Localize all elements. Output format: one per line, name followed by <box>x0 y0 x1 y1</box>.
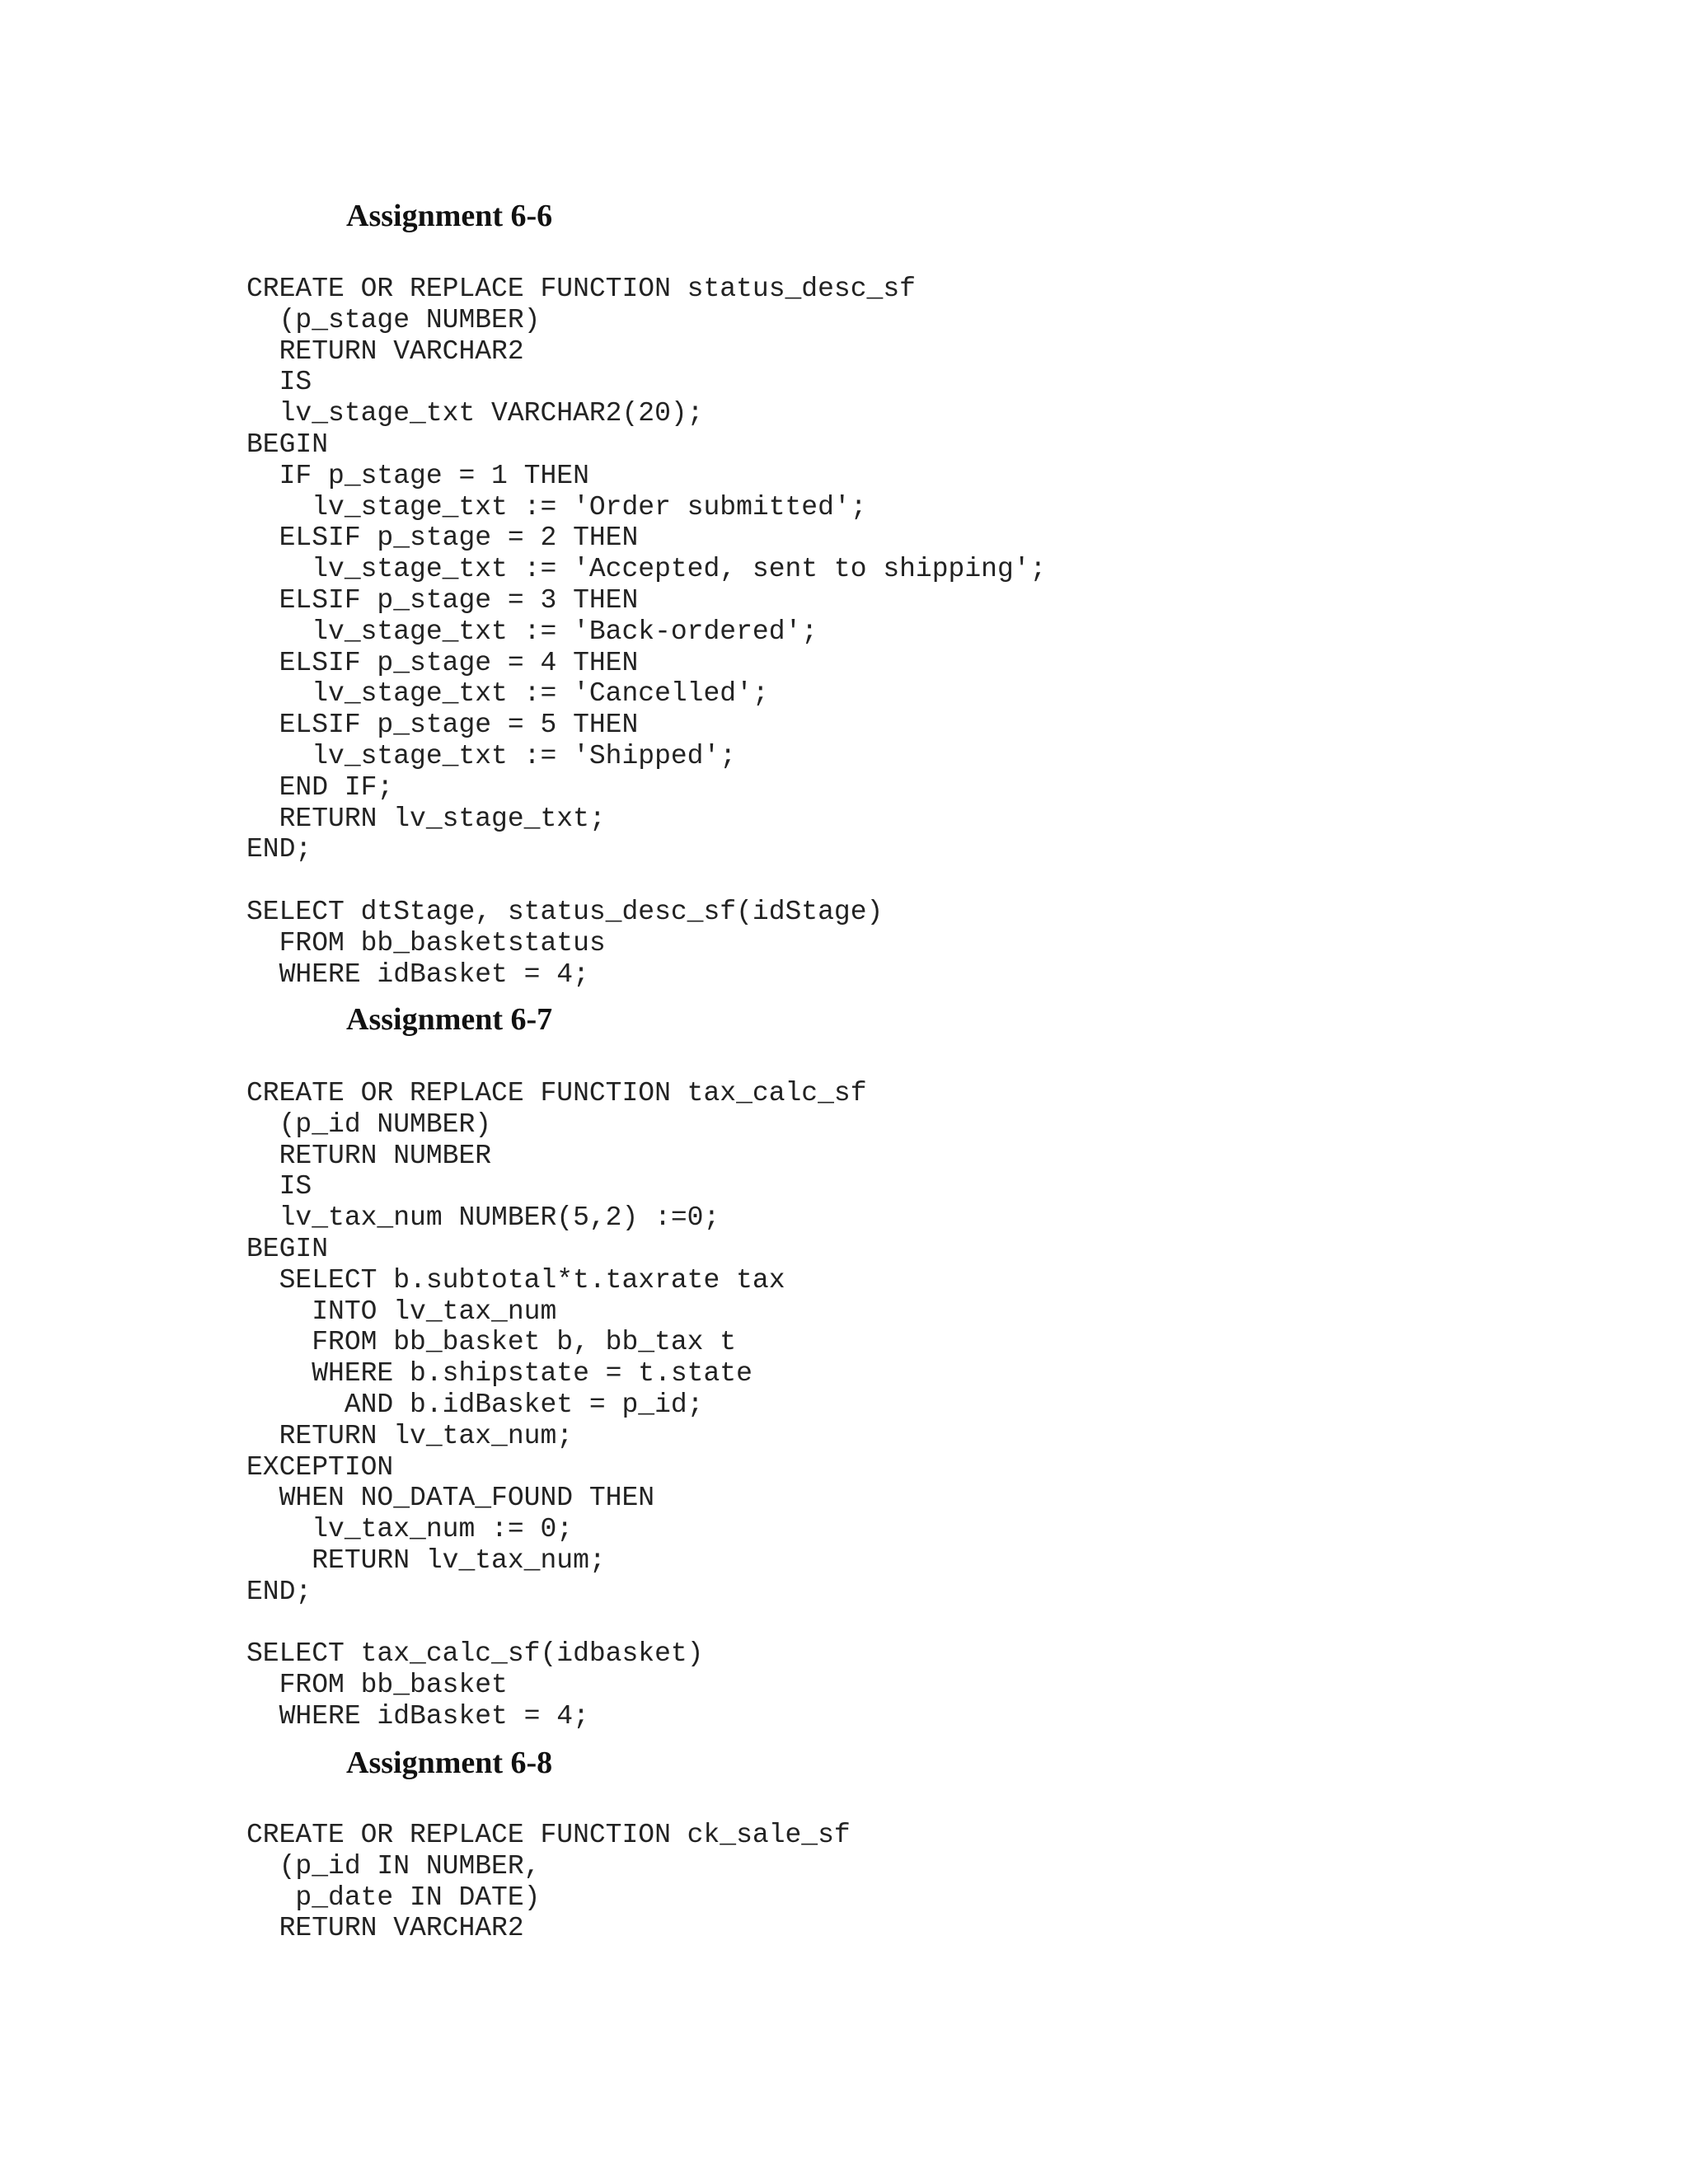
code-line: RETURN lv_stage_txt; <box>246 803 606 834</box>
code-line: lv_tax_num := 0; <box>246 1514 574 1545</box>
code-line: (p_id IN NUMBER, <box>246 1850 541 1882</box>
code-line: lv_tax_num NUMBER(5,2) :=0; <box>246 1202 720 1234</box>
code-line: END IF; <box>246 771 394 803</box>
code-line: WHEN NO_DATA_FOUND THEN <box>246 1483 655 1514</box>
code-line: p_date IN DATE) <box>246 1882 541 1913</box>
status-desc-sf-function-code <box>246 274 1046 865</box>
assignment-6-6-heading: Assignment 6-6 <box>346 199 553 233</box>
code-line: (p_id NUMBER) <box>246 1108 492 1140</box>
tax-calc-sf-function-code <box>246 1078 867 1608</box>
code-line: AND b.idBasket = p_id; <box>246 1389 704 1420</box>
code-line: BEGIN <box>246 1233 329 1264</box>
code-line: CREATE OR REPLACE FUNCTION tax_calc_sf <box>246 1078 867 1108</box>
assignment-6-8-heading: Assignment 6-8 <box>346 1746 553 1780</box>
code-line: EXCEPTION <box>246 1451 394 1483</box>
code-line: BEGIN <box>246 429 329 460</box>
code-line: IF p_stage = 1 THEN <box>246 460 589 491</box>
code-line: RETURN lv_tax_num; <box>246 1420 574 1451</box>
code-line: ELSIF p_stage = 3 THEN <box>246 584 639 616</box>
code-line: FROM bb_basketstatus <box>246 927 606 958</box>
code-line: IS <box>246 1171 312 1202</box>
code-line: WHERE b.shipstate = t.state <box>246 1358 753 1390</box>
code-line: WHERE idBasket = 4; <box>246 958 589 990</box>
ck-sale-sf-function-code <box>246 1820 851 1944</box>
assignment-6-7-heading: Assignment 6-7 <box>346 1002 553 1037</box>
code-line: lv_stage_txt := 'Back-ordered'; <box>246 616 818 647</box>
code-line: SELECT dtStage, status_desc_sf(idStage) <box>246 897 884 927</box>
code-line: CREATE OR REPLACE FUNCTION status_desc_sf <box>246 274 916 304</box>
code-line: CREATE OR REPLACE FUNCTION ck_sale_sf <box>246 1820 851 1850</box>
status-desc-sf-select-query <box>246 897 883 990</box>
code-line: RETURN NUMBER <box>246 1140 492 1171</box>
tax-calc-sf-select-query <box>246 1638 704 1732</box>
code-line: lv_stage_txt := 'Accepted, sent to shipping'; <box>246 554 1047 585</box>
code-line: RETURN VARCHAR2 <box>246 1913 524 1944</box>
code-line: lv_stage_txt := 'Order submitted'; <box>246 491 867 523</box>
code-line: END; <box>246 1576 312 1607</box>
code-line: SELECT b.subtotal*t.taxrate tax <box>246 1264 785 1296</box>
code-line: SELECT tax_calc_sf(idbasket) <box>246 1638 704 1669</box>
code-line: RETURN lv_tax_num; <box>246 1544 606 1576</box>
code-line: (p_stage NUMBER) <box>246 304 541 335</box>
code-line: lv_stage_txt := 'Shipped'; <box>246 740 737 771</box>
code-line: WHERE idBasket = 4; <box>246 1700 589 1732</box>
code-line: lv_stage_txt VARCHAR2(20); <box>246 398 704 429</box>
code-line: FROM bb_basket <box>246 1669 508 1700</box>
code-line: IS <box>246 367 312 398</box>
code-line: ELSIF p_stage = 2 THEN <box>246 523 639 554</box>
code-line: ELSIF p_stage = 5 THEN <box>246 710 639 741</box>
code-line: END; <box>246 834 312 865</box>
code-line: RETURN VARCHAR2 <box>246 335 524 367</box>
code-line: lv_stage_txt := 'Cancelled'; <box>246 678 769 710</box>
code-line: FROM bb_basket b, bb_tax t <box>246 1327 737 1358</box>
code-line: INTO lv_tax_num <box>246 1296 557 1327</box>
code-line: ELSIF p_stage = 4 THEN <box>246 647 639 678</box>
